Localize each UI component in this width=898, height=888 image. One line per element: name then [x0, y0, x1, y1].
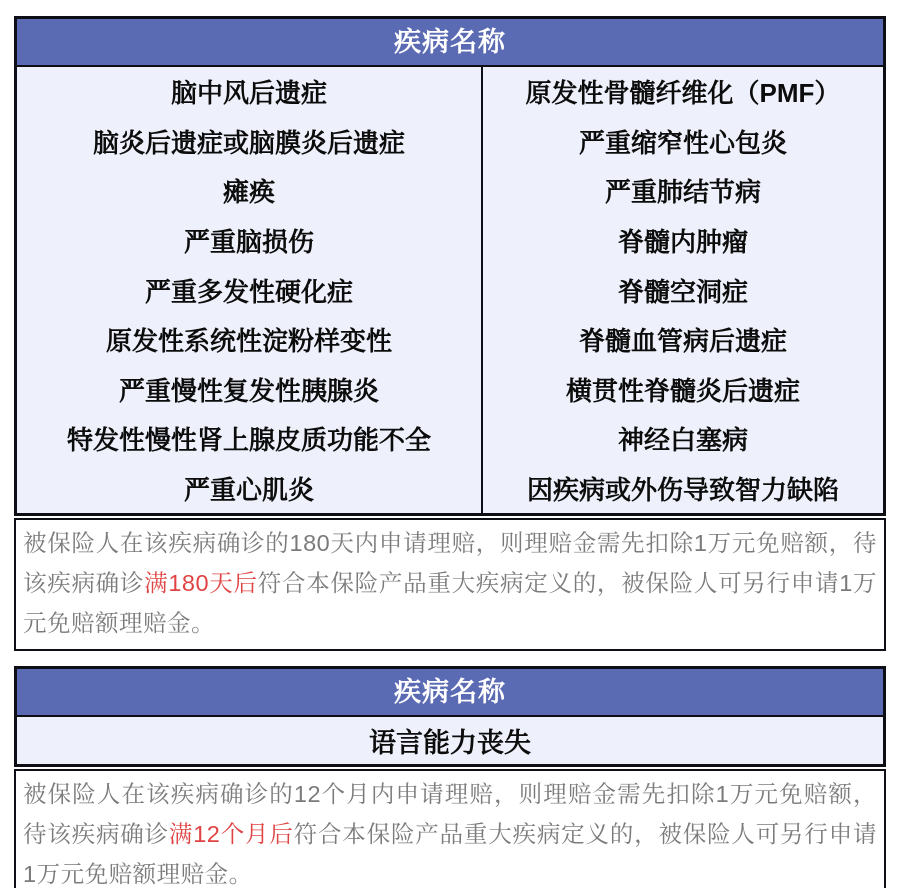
- disease-cell: 严重缩窄性心包炎: [578, 127, 787, 158]
- disease-cell: 脊髓内肿瘤: [617, 226, 748, 257]
- disease-table-2: [14, 666, 886, 767]
- disease-cell: 脑炎后遗症或脑膜炎后遗症: [92, 127, 405, 158]
- disease-cell: 因疾病或外伤导致智力缺陷: [526, 474, 839, 505]
- disease-cell: 严重多发性硬化症: [144, 276, 353, 307]
- claim-note-2-text-after: 符合本保险产品重大疾病定义的，被保险人可另行申请1万元免赔额理赔金。: [23, 821, 878, 887]
- disease-cell: 瘫痪: [222, 177, 275, 208]
- claim-note-2: [14, 769, 886, 888]
- disease-cell: 脊髓空洞症: [617, 276, 748, 307]
- disease-cell: 特发性慢性肾上腺皮质功能不全: [66, 425, 431, 456]
- disease-cell: 严重肺结节病: [604, 177, 761, 208]
- disease-cell: 横贯性脊髓炎后遗症: [565, 375, 800, 406]
- disease-cell: 脊髓血管病后遗症: [578, 326, 787, 357]
- disease-cell: 神经白塞病: [617, 425, 748, 456]
- disease-table-1-body: [17, 67, 883, 513]
- disease-cell: 严重脑损伤: [183, 226, 314, 257]
- claim-note-1-text-after: 符合本保险产品重大疾病定义的，被保险人可另行申请1万元免赔额理赔金。: [23, 570, 877, 636]
- disease-table-2-body: [17, 717, 883, 764]
- spacer: [14, 651, 886, 666]
- disease-column-left: [17, 67, 481, 513]
- claim-note-1-text-before: 被保险人在该疾病确诊的180天内申请理赔，则理赔金需先扣除1万元免赔额，待该疾病确诊: [23, 530, 877, 596]
- claim-note-2-text-before: 被保险人在该疾病确诊的12个月内申请理赔，则理赔金需先扣除1万元免赔额，待该疾病确诊: [23, 781, 877, 847]
- disease-table-1: [14, 16, 886, 516]
- disease-cell: 语言能力丧失: [369, 728, 531, 758]
- claim-note-1: [14, 518, 886, 651]
- disease-table-2-header: 疾病名称: [17, 669, 883, 717]
- claim-note-2-highlight: 满12个月后: [168, 821, 294, 847]
- disease-cell: 严重心肌炎: [183, 474, 314, 505]
- disease-column-right: [481, 67, 883, 513]
- disease-cell: 原发性骨髓纤维化（PMF）: [525, 78, 841, 109]
- claim-note-1-highlight: 满180天后: [144, 570, 258, 596]
- disease-table-1-header: 疾病名称: [17, 19, 883, 67]
- disease-cell: 严重慢性复发性胰腺炎: [118, 375, 379, 406]
- disease-cell: 脑中风后遗症: [170, 78, 327, 109]
- document-content: [14, 16, 886, 888]
- disease-cell: 原发性系统性淀粉样变性: [105, 326, 392, 357]
